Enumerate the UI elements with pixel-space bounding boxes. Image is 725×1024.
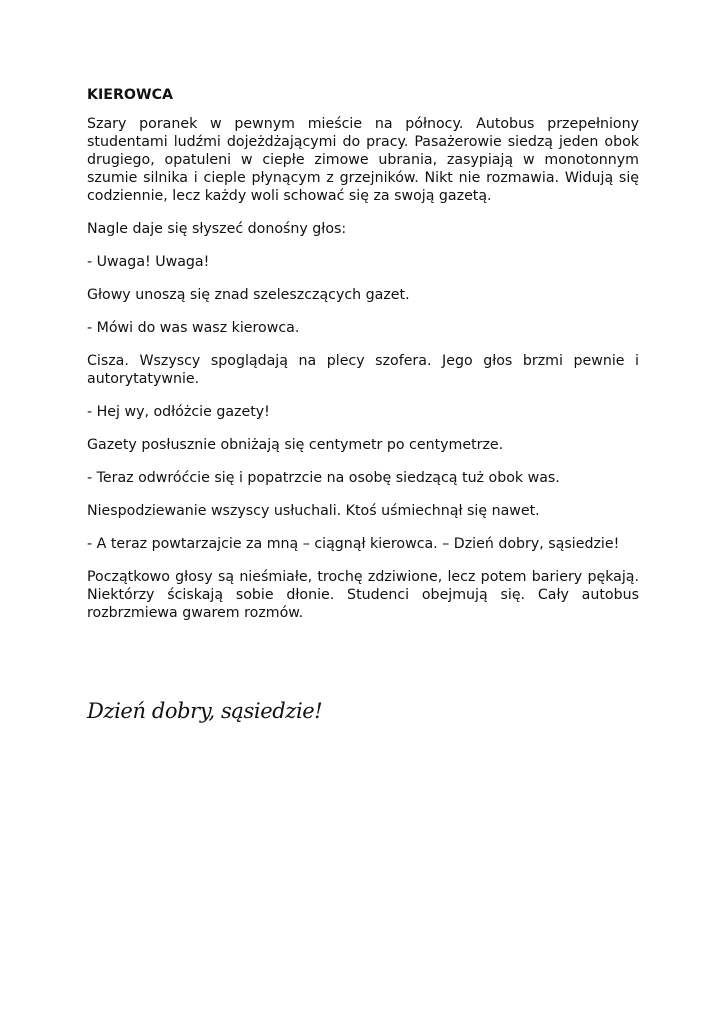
paragraph: - A teraz powtarzajcie za mną – ciągnął kierowca. – Dzień dobry, sąsiedzie! — [87, 536, 620, 552]
paragraph: - Hej wy, odłóżcie gazety! — [87, 404, 270, 420]
paragraph: Szary poranek w pewnym mieście na północy. Autobus przepełniony studentami ludźmi dojeżdżającymi do pracy. Pasażerowie siedzą jeden obok drugiego, opatuleni w ciepłe zimowe ubrania, zasypiają w monotonnym szumie silnika i cieple płynącym z grzejników. Nikt nie rozmawia. Widują się codziennie, lecz każdy woli schować się za swoją gazetą. — [87, 116, 639, 204]
paragraph: Nagle daje się słyszeć donośny głos: — [87, 221, 347, 237]
paragraph: - Mówi do was wasz kierowca. — [87, 320, 300, 336]
paragraph: Gazety posłusznie obniżają się centymetr po centymetrze. — [87, 437, 504, 453]
paragraph: Cisza. Wszyscy spoglądają na plecy szofera. Jego głos brzmi pewnie i autorytatywnie. — [87, 353, 639, 387]
paragraph: Początkowo głosy są nieśmiałe, trochę zdziwione, lecz potem bariery pękają. Niektórzy ściskają sobie dłonie. Studenci obejmują się. Cały autobus rozbrzmiewa gwarem rozmów. — [87, 569, 639, 621]
closing-signature: Dzień dobry, sąsiedzie! — [87, 699, 323, 723]
paragraph: - Teraz odwróćcie się i popatrzcie na osobę siedzącą tuż obok was. — [87, 470, 560, 486]
paragraph: - Uwaga! Uwaga! — [87, 254, 210, 270]
document-title: KIEROWCA — [87, 87, 173, 103]
paragraph: Niespodziewanie wszyscy usłuchali. Ktoś uśmiechnął się nawet. — [87, 503, 540, 519]
document-body — [87, 86, 639, 637]
paragraph: Głowy unoszą się znad szeleszczących gazet. — [87, 287, 410, 303]
